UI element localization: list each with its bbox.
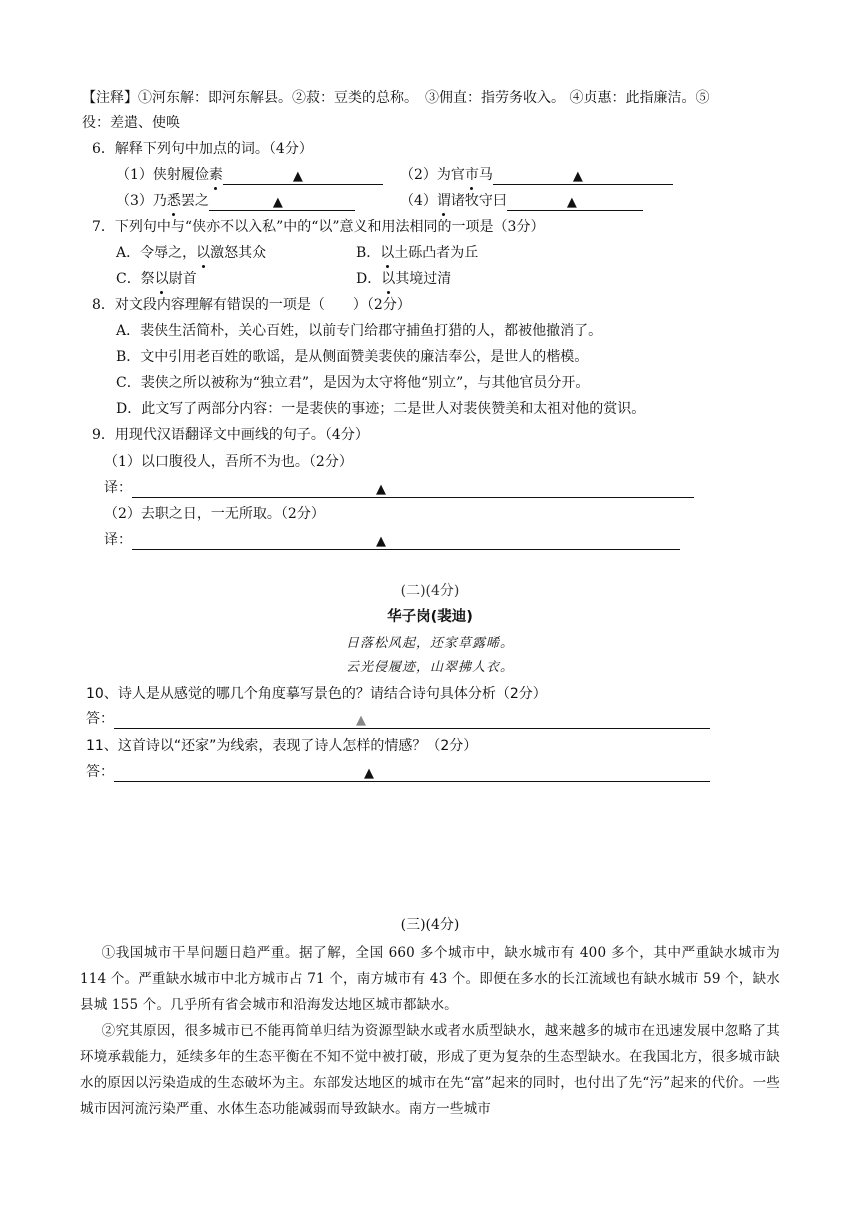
triangle-marker: ▲ bbox=[272, 195, 283, 210]
part2-heading: (二)(4分) bbox=[400, 583, 460, 599]
passage-paragraph-2: ②究其原因，很多城市已不能再简单归结为资源型缺水或者水质型缺水，越来越多的城市在迅速发展中忽略了其环境承载能力，延续多年的生态平衡在不知不觉中被打破，形成了更为复杂的生态型缺水。在我国北方，很多城市缺水的原因以污染造成的生态破坏为主。东部发达地区的城市在先“富”起来的同时，也付出了先“污”起来的代价。一些城市因河流污染严重、水体生态功能减弱而导致缺水。南方一些城市 bbox=[80, 1023, 780, 1117]
q10-answer: 答： ▲ bbox=[86, 709, 710, 729]
part3-passage bbox=[80, 940, 780, 1122]
q7-option-b: B．以土砾凸者为丘 bbox=[356, 245, 479, 261]
translation-answer-line[interactable] bbox=[132, 481, 694, 498]
note-line-2: 役：差遣、使唤 bbox=[82, 115, 180, 131]
dotted-char: 以 bbox=[154, 271, 169, 287]
triangle-marker: ▲ bbox=[364, 766, 374, 781]
answer-blank[interactable] bbox=[493, 168, 673, 185]
triangle-marker: ▲ bbox=[376, 534, 386, 549]
q9-stem: 9．用现代汉语翻译文中画线的句子。（4分） bbox=[92, 427, 369, 443]
q9-answer-2: 译： ▲ bbox=[104, 530, 680, 550]
part3-heading: (三)(4分) bbox=[400, 917, 460, 933]
q7-option-d: D．以其境过清 bbox=[356, 271, 452, 287]
poem-answer-line[interactable] bbox=[114, 765, 710, 782]
q9-item-2: （2）去职之日，一无所取。（2分） bbox=[104, 506, 325, 522]
dotted-char: 谓 bbox=[436, 193, 451, 209]
q8-option-b: B．文中引用老百姓的歌谣，是从侧面赞美裴侠的廉洁奉公，是世人的楷模。 bbox=[116, 349, 589, 365]
triangle-marker: ▲ bbox=[356, 713, 366, 728]
q8-option-d: D．此文写了两部分内容：一是裴侠的事迹；二是世人对裴侠赞美和太祖对他的赏识。 bbox=[116, 401, 646, 417]
triangle-marker: ▲ bbox=[376, 482, 386, 497]
note-line-1: 【注释】①河东解：即河东解县。②菽：豆类的总称。 ③佣直：指劳务收入。 ④贞惠：此指廉洁。⑤ bbox=[82, 90, 710, 106]
q6-item-2: （2）为官市马 ▲ bbox=[400, 165, 673, 185]
answer-blank[interactable] bbox=[507, 194, 643, 211]
q7-option-a: A．令辱之，以激怒其众 bbox=[116, 245, 267, 261]
q6-stem: 6．解释下列句中加点的词。（4分） bbox=[92, 141, 313, 157]
q7-option-c: C．祭以尉首 bbox=[116, 271, 197, 287]
q8-option-c: C．裴侠之所以被称为“独立君”，是因为太守将他“别立”，与其他官员分开。 bbox=[116, 375, 590, 391]
dotted-char: 以 bbox=[380, 245, 395, 261]
poem-answer-line[interactable] bbox=[114, 712, 710, 729]
q6-item-1: （1）侠射履俭素 ▲ bbox=[116, 165, 383, 185]
dotted-char: 市 bbox=[464, 167, 479, 183]
triangle-marker: ▲ bbox=[572, 169, 583, 184]
q7-stem: 7．下列句中与“侠亦不以入私”中的“以”意义和用法相同的一项是（3分） bbox=[92, 219, 545, 235]
q8-stem: 8．对文段内容理解有错误的一项是（ ）（2分） bbox=[92, 297, 411, 313]
dotted-char: 素 bbox=[208, 167, 223, 183]
poem-line-1: 日落松风起，还家草露晞。 bbox=[345, 636, 514, 651]
answer-blank[interactable] bbox=[223, 168, 383, 185]
translation-answer-line[interactable] bbox=[132, 533, 680, 550]
answer-blank[interactable] bbox=[209, 194, 355, 211]
poem-title: 华子岗(裴迪) bbox=[387, 609, 473, 625]
q11-answer: 答： ▲ bbox=[86, 762, 710, 782]
poem-line-2: 云光侵履迹，山翠拂人衣。 bbox=[345, 660, 514, 675]
triangle-marker: ▲ bbox=[292, 169, 303, 184]
passage-paragraph-1: ①我国城市干旱问题日趋严重。据了解，全国 660 多个城市中，缺水城市有 400 多个，其中严重缺水城市为 114 个。严重缺水城市中北方城市占 71 个，南方城市有 43 个。即便在多水的长江流域也有缺水城市 59 个，缺水县城 155 个。几乎所有省会城市和沿海发达地区城市都缺水。 bbox=[80, 945, 780, 1013]
q6-item-4: （4）谓诸牧守曰 ▲ bbox=[400, 191, 643, 211]
dotted-char: 以 bbox=[381, 271, 396, 287]
q8-option-a: A．裴侠生活简朴，关心百姓，以前专门给郡守捕鱼打猎的人，都被他撤消了。 bbox=[116, 323, 603, 339]
q10-stem: 10、诗人是从感觉的哪几个角度摹写景色的？请结合诗句具体分析（2分） bbox=[86, 686, 547, 702]
q11-stem: 11、这首诗以“还家”为线索，表现了诗人怎样的情感？（2分） bbox=[86, 738, 478, 754]
q9-item-1: （1）以口腹役人，吾所不为也。（2分） bbox=[104, 454, 353, 470]
dotted-char: 悉 bbox=[166, 193, 181, 209]
q9-answer-1: 译： ▲ bbox=[104, 478, 694, 498]
triangle-marker: ▲ bbox=[566, 195, 577, 210]
dotted-char: 以 bbox=[196, 245, 211, 261]
q6-item-3: （3）乃悉罢之 ▲ bbox=[116, 191, 355, 211]
